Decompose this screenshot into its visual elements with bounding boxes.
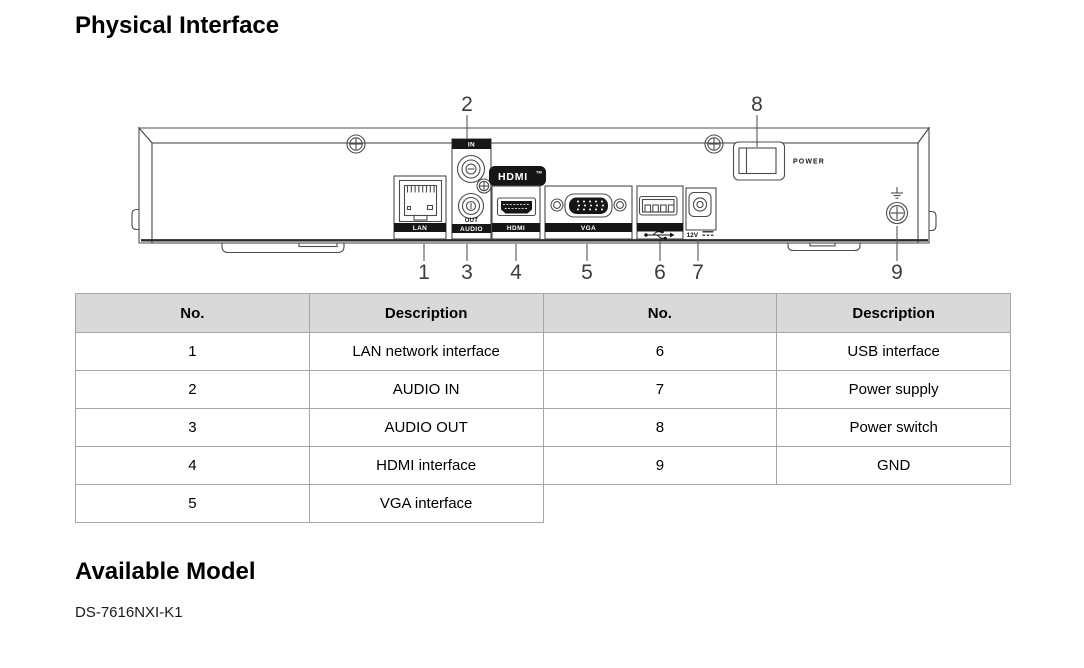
lan-label: LAN bbox=[412, 225, 428, 232]
hdmi-port bbox=[492, 186, 540, 239]
callout-6: 6 bbox=[654, 261, 666, 284]
table-cell-description: VGA interface bbox=[309, 485, 543, 523]
table-cell-no: 8 bbox=[543, 409, 777, 447]
right-ear-tab bbox=[929, 212, 937, 231]
lan-port bbox=[394, 176, 446, 239]
chassis-feet bbox=[222, 243, 860, 253]
audio-out-jack bbox=[459, 194, 484, 219]
left-ear-tab bbox=[132, 210, 140, 230]
table-cell-empty bbox=[543, 485, 777, 523]
screw-icon bbox=[705, 135, 723, 153]
screw-icon bbox=[347, 135, 365, 153]
audio-label: AUDIO bbox=[460, 226, 483, 233]
hdmi-logo-label: HDMI bbox=[497, 171, 529, 183]
callout-5: 5 bbox=[581, 261, 593, 284]
callout-2: 2 bbox=[461, 93, 473, 116]
table-cell-description: HDMI interface bbox=[309, 447, 543, 485]
header-description-right: Description bbox=[777, 294, 1011, 333]
rear-panel-diagram bbox=[0, 85, 1084, 290]
audio-in-jack bbox=[458, 156, 485, 183]
table-cell-no: 3 bbox=[76, 409, 310, 447]
page-title: Physical Interface bbox=[75, 12, 280, 39]
table-cell-no: 5 bbox=[76, 485, 310, 523]
table-cell-description: AUDIO OUT bbox=[309, 409, 543, 447]
table-cell-no: 7 bbox=[543, 371, 777, 409]
table-cell-description: Power supply bbox=[777, 371, 1011, 409]
callout-3: 3 bbox=[461, 261, 473, 284]
callout-7: 7 bbox=[692, 261, 704, 284]
power-switch bbox=[734, 142, 785, 180]
available-model-title: Available Model bbox=[75, 558, 256, 585]
table-cell-description: LAN network interface bbox=[309, 333, 543, 371]
table-row bbox=[76, 409, 1011, 447]
table-cell-no: 1 bbox=[76, 333, 310, 371]
hdmi-logo bbox=[489, 166, 546, 186]
table-cell-description: USB interface bbox=[777, 333, 1011, 371]
table-cell-empty bbox=[777, 485, 1011, 523]
table-row bbox=[76, 333, 1011, 371]
table-cell-no: 6 bbox=[543, 333, 777, 371]
callout-1: 1 bbox=[418, 261, 430, 284]
header-description-left: Description bbox=[309, 294, 543, 333]
header-no-left: No. bbox=[76, 294, 310, 333]
table-cell-description: AUDIO IN bbox=[309, 371, 543, 409]
header-no-right: No. bbox=[543, 294, 777, 333]
hdmi-tm-label: TM bbox=[536, 169, 542, 175]
vga-label: VGA bbox=[580, 225, 597, 232]
callout-8: 8 bbox=[751, 93, 763, 116]
model-number: DS-7616NXI-K1 bbox=[75, 604, 183, 621]
table-row bbox=[76, 447, 1011, 485]
callout-9: 9 bbox=[891, 261, 903, 284]
table-cell-no: 4 bbox=[76, 447, 310, 485]
table-header-row bbox=[76, 294, 1011, 333]
screw-icon bbox=[477, 179, 491, 193]
hdmi-port-label: HDMI bbox=[506, 225, 526, 232]
audio-in-label: IN bbox=[467, 141, 476, 149]
table-row bbox=[76, 371, 1011, 409]
usb-port bbox=[637, 186, 683, 240]
callout-4: 4 bbox=[510, 261, 522, 284]
audio-out-label: OUT bbox=[464, 218, 479, 224]
usb-label-bar bbox=[637, 223, 683, 232]
vga-port bbox=[545, 186, 632, 239]
dc-12v-label: 12V bbox=[686, 232, 699, 239]
table-cell-description: GND bbox=[777, 447, 1011, 485]
interface-description-table bbox=[75, 293, 1011, 523]
power-label: POWER bbox=[793, 158, 825, 166]
table-cell-description: Power switch bbox=[777, 409, 1011, 447]
table-row bbox=[76, 485, 1011, 523]
table-cell-no: 2 bbox=[76, 371, 310, 409]
table-cell-no: 9 bbox=[543, 447, 777, 485]
